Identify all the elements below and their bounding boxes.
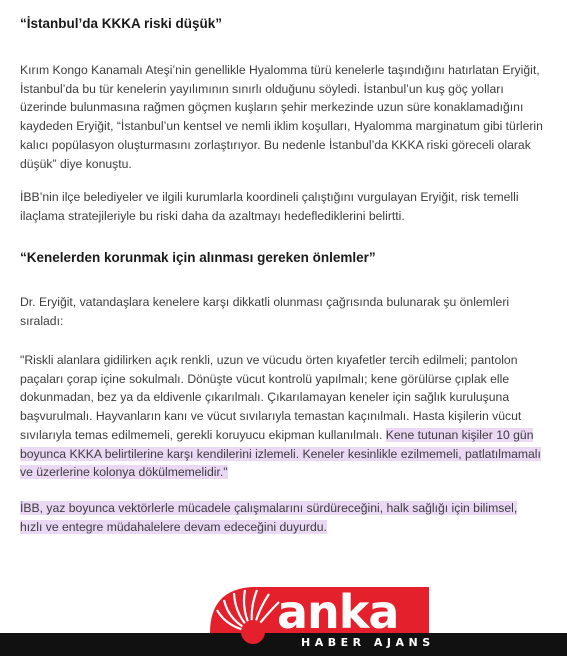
logo-wing-hub <box>241 620 265 644</box>
paragraph-precautions-quote <box>20 351 550 482</box>
quote-text: "Riskli alanlara gidilirken açık renkli, uzun ve vücudu örten kıyafetler tercih edilmeli; pantolon paçaları çorap içine sokulmalı. Dönüşte vücut kontrolü yapılmalı; kene görülürse çıplak elle dokunmadan, bez ya da eldivenle çıkarılmalı. Çıkarılamayan keneler için sağlık kuruluşuna başvurulmalı. Hayvanların kanı ve vücut sıvılarıyla temastan kaçınılmalı. Hasta kişilerin vücut sıvılarıyla temas edilmemeli, gerekli koruyucu ekipman kullanılmalı. <box>20 353 522 442</box>
paragraph-ibb-coordination: İBB’nin ilçe belediyeler ve ilgili kurumlarla koordineli çalıştığını vurgulayan Eryiğit, risk temelli ilaçlama stratejileriyle bu riski daha da azaltmayı hedeflediklerini belirtti. <box>20 190 519 223</box>
highlighted-announcement-text: İBB, yaz boyunca vektörlerle mücadele çalışmalarını sürdüreceğini, halk sağlığı için bilimsel, hızlı ve entegre müdahalelere devam edeceğini duyurdu. <box>20 501 518 534</box>
section-heading-precautions: “Kenelerden korunmak için alınması gereken önlemler” <box>20 250 376 265</box>
logo-subtitle: HABER AJANSI <box>301 636 433 649</box>
paragraph-precautions-intro: Dr. Eryiğit, vatandaşlara kenelere karşı dikkatli olunması çağrısında bulunarak şu önlemleri sıraladı: <box>20 295 510 328</box>
anka-logo-graphic <box>207 582 433 656</box>
anka-logo[interactable] <box>207 582 433 656</box>
section-heading-istanbul-risk: “İstanbul’da KKKA riski düşük” <box>20 16 223 31</box>
paragraph-istanbul-risk: Kırım Kongo Kanamalı Ateşi’nin genellikle Hyalomma türü kenelerle taşındığını hatırlatan Eryiğit, İstanbul’da bu tür kenelerin yayılımının sınırlı olduğunu söyledi. İstanbul’un kuş göç yolları üzerinde bulunmasına rağmen göçmen kuşların şehir merkezinde uzun süre konaklamadığını kaydeden Eryiğit, “İstanbul’un kentsel ve nemli iklim koşulları, Hyalomma marginatum gibi türlerin kalıcı popülasyon oluşturmasını zorlaştırıyor. Bu nedenle İstanbul’da KKKA riski göreceli olarak düşük” diye konuştu. <box>20 63 543 171</box>
logo-wordmark: anka <box>277 585 399 639</box>
highlighted-quote-text: Kene tutunan kişiler 10 gün boyunca KKKA belirtilerine karşı kendilerini izlemeli. Keneler kesinlikle ezilmemeli, patlatılmamalı ve üzerlerine kolonya dökülmemelidir." <box>20 427 541 480</box>
paragraph-ibb-announcement <box>20 499 532 536</box>
